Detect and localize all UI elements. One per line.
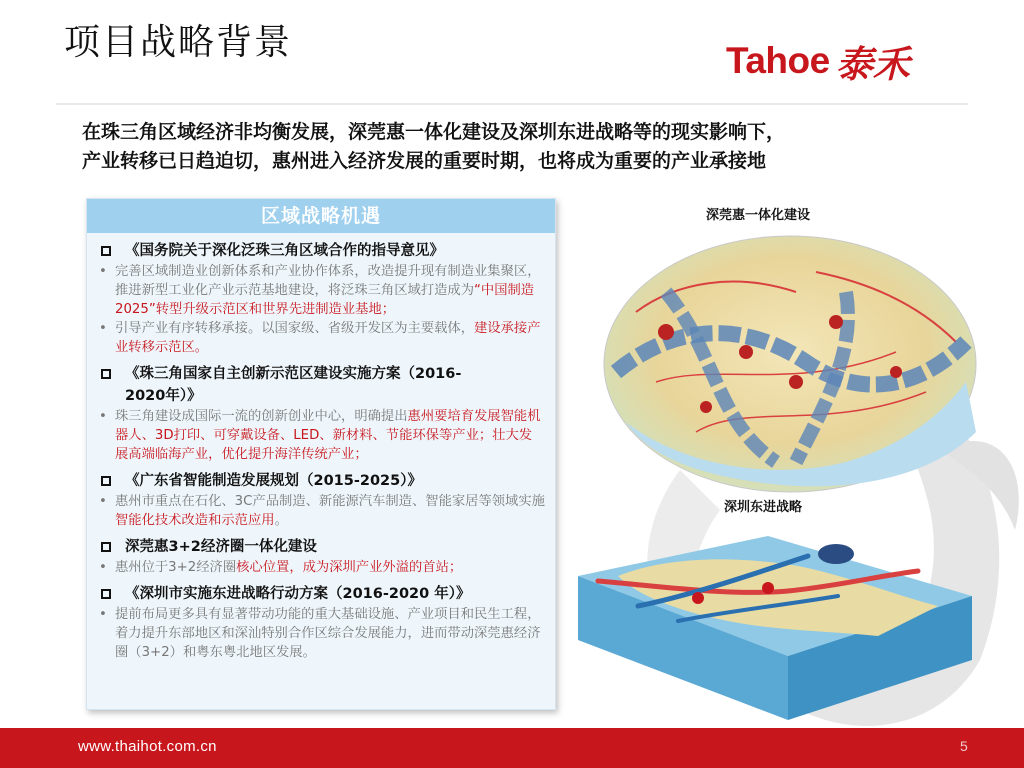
bullet-item: • 提前布局更多具有显著带动功能的重大基础设施、产业项目和民生工程，着力提升东部地区和深汕特别合作区综合发展能力，进而带动深莞惠经济圈（3+2）和粤东粤北地区发展。 xyxy=(99,607,541,660)
checkbox-square-icon xyxy=(101,476,111,486)
logo-chinese-text: 泰禾 xyxy=(835,42,910,86)
checkbox-square-icon xyxy=(101,542,111,552)
checkbox-square-icon xyxy=(101,589,111,599)
checkbox-square-icon xyxy=(101,246,111,256)
map2-label: 深圳东进战略 xyxy=(724,500,803,515)
footer-url: www.thaihot.com.cn xyxy=(78,738,217,755)
section-title: 深莞惠3+2经济圈一体化建设 xyxy=(97,536,545,558)
page-number: 5 xyxy=(960,738,968,754)
bullet-item: • 惠州市重点在石化、3C产品制造、新能源汽车制造、智能家居等领域实施智能化技术改造和示范应用。 xyxy=(99,494,545,528)
headline-line-2: 产业转移已日趋迫切，惠州进入经济发展的重要时期，也将成为重要的产业承接地 xyxy=(82,150,767,172)
headline-line-1: 在珠三角区域经济非均衡发展，深莞惠一体化建设及深圳东进战略等的现实影响下， xyxy=(82,121,786,143)
section-title: 《国务院关于深化泛珠三角区域合作的指导意见》 xyxy=(97,240,545,262)
bullet-item: • 珠三角建设成国际一流的创新创业中心，明确提出惠州要培育发展智能机器人、3D打印、可穿戴设备、LED、新材料、节能环保等产业；壮大发展高端临海产业，优化提升海洋传统产业； xyxy=(99,409,541,462)
section-title: 《珠三角国家自主创新示范区建设实施方案（2016- 2020年）》 xyxy=(97,363,545,407)
footer-bar xyxy=(0,728,1024,768)
map1-label: 深莞惠一体化建设 xyxy=(706,208,811,223)
shenzhen-east-strategy-map xyxy=(578,536,972,720)
headline xyxy=(82,118,962,176)
tahoe-logo xyxy=(726,36,910,86)
logo-latin-text: Tahoe xyxy=(726,40,830,81)
checkbox-square-icon xyxy=(101,369,111,379)
strategy-panel xyxy=(86,198,556,710)
bullet-item: • 惠州位于3+2经济圈核心位置，成为深圳产业外溢的首站； xyxy=(99,560,463,575)
page-title: 项目战略背景 xyxy=(64,22,293,63)
section-title: 《深圳市实施东进战略行动方案（2016-2020 年）》 xyxy=(97,583,545,605)
section-title: 《广东省智能制造发展规划（2015-2025）》 xyxy=(97,470,545,492)
bullet-item: • 引导产业有序转移承接。以国家级、省级开发区为主要载体，建设承接产业转移示范区。 xyxy=(99,321,541,355)
title-divider xyxy=(56,103,968,105)
bullet-item: • 完善区域制造业创新体系和产业协作体系，改造提升现有制造业集聚区，推进新型工业化产业示范基地建设，将泛珠三角区域打造成为“中国制造2025”转型升级示范区和世界先进制造业基地； xyxy=(99,264,541,317)
shenzhen-dongguan-huizhou-map xyxy=(596,232,984,496)
panel-title: 区域战略机遇 xyxy=(87,199,555,233)
